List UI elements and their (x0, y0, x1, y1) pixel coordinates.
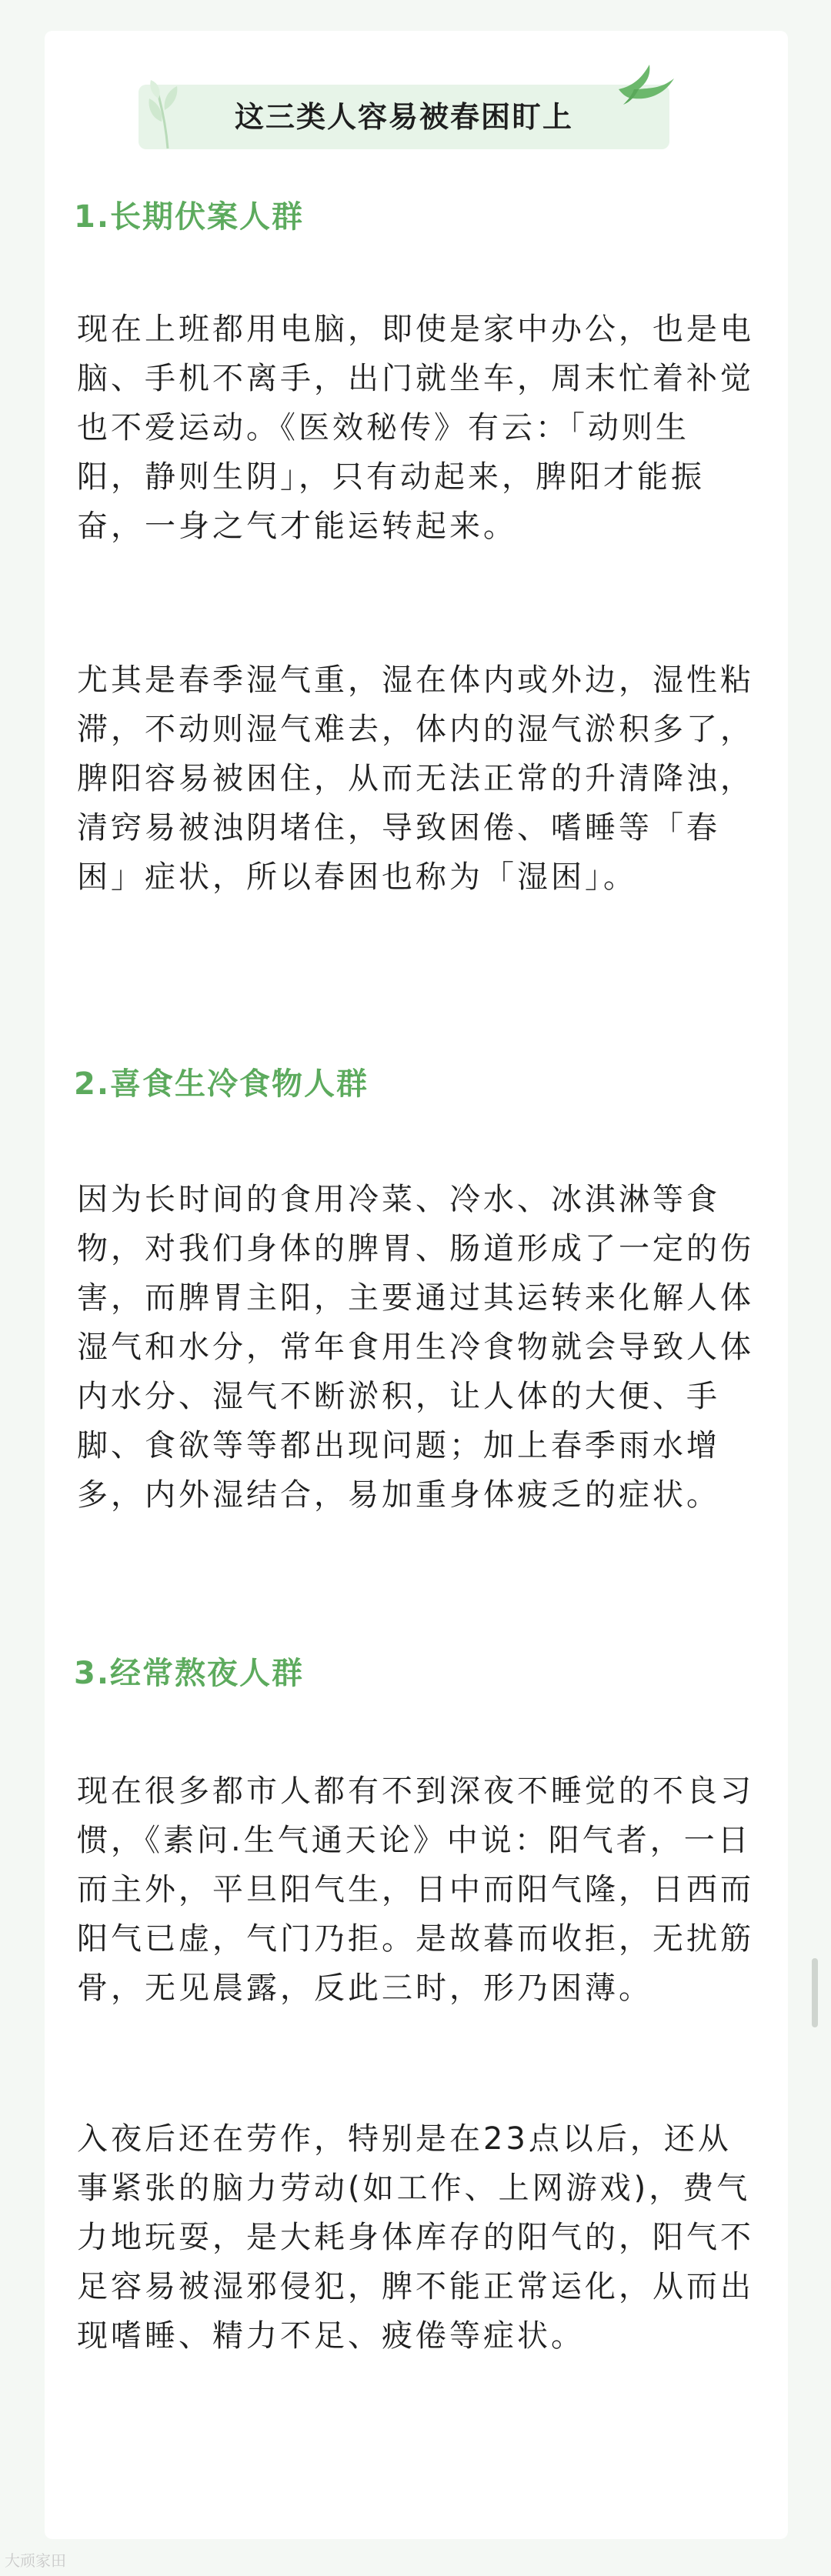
scrollbar[interactable] (812, 1958, 818, 2027)
watermark: 大顽家田 (5, 2551, 66, 2570)
page-title: 这三类人容易被春困盯上 (234, 100, 573, 134)
section-3-paragraph-2: 入夜后还在劳作，特别是在23点以后，还从事紧张的脑力劳动(如工作、上网游戏)，费气力地玩耍，是大耗身体库存的阳气的，阳气不足容易被湿邪侵犯，脾不能正常运化，从而出现嗜睡、精力不足、疲倦等症状。 (77, 2121, 754, 2354)
section-3-paragraph-1: 现在很多都市人都有不到深夜不睡觉的不良习惯，《素问.生气通天论》中说：阳气者，一日而主外，平旦阳气生，日中而阳气隆，日西而阳气已虚，气门乃拒。是故暮而收拒，无扰筋骨，无见晨露，反此三时，形乃困薄。 (77, 1774, 754, 2006)
section-heading-3: 3.经常熬夜人群 (74, 1656, 305, 1691)
swallow-bird-icon (616, 55, 677, 109)
section-heading-1: 1.长期伏案人群 (74, 199, 305, 235)
section-heading-2: 2.喜食生冷食物人群 (74, 1066, 369, 1102)
title-banner (138, 75, 669, 160)
section-1-paragraph-1: 现在上班都用电脑，即使是家中办公，也是电脑、手机不离手，出门就坐车，周末忙着补觉也不爱运动。《医效秘传》有云：「动则生阳，静则生阴」，只有动起来，脾阳才能振奋，一身之气才能运转起来。 (77, 312, 754, 544)
section-2-paragraph-1: 因为长时间的食用冷菜、冷水、冰淇淋等食物，对我们身体的脾胃、肠道形成了一定的伤害，而脾胃主阳，主要通过其运转来化解人体湿气和水分，常年食用生冷食物就会导致人体内水分、湿气不断淤积，让人体的大便、手脚、食欲等等都出现问题；加上春季雨水增多，内外湿结合，易加重身体疲乏的症状。 (77, 1182, 754, 1513)
section-1-paragraph-2: 尤其是春季湿气重，湿在体内或外边，湿性粘滞，不动则湿气难去，体内的湿气淤积多了，脾阳容易被困住，从而无法正常的升清降浊，清窍易被浊阴堵住，导致困倦、嗜睡等「春困」症状，所以春困也称为「湿困」。 (77, 662, 754, 895)
